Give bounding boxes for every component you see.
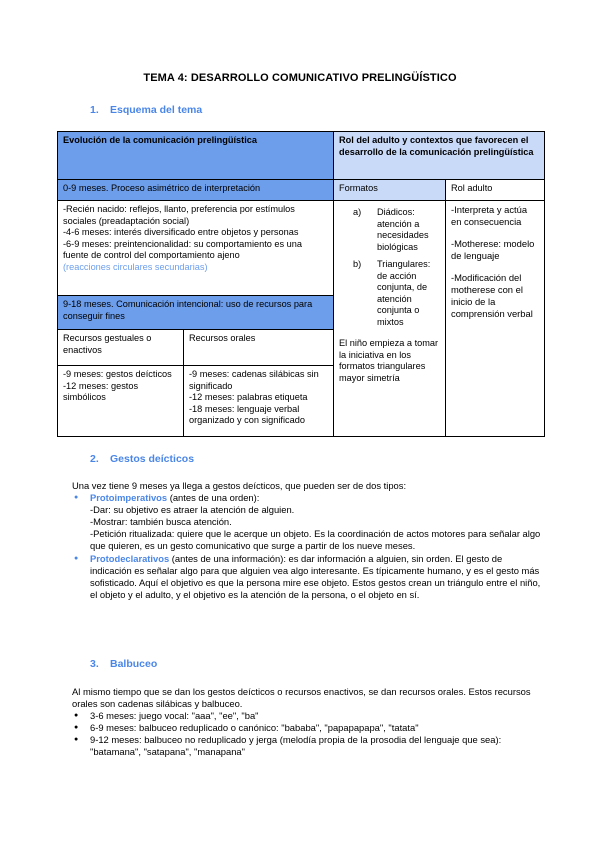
oral-header-text: Recursos orales — [189, 333, 256, 343]
oral-line: -9 meses: cadenas silábicas sin significado — [189, 369, 319, 391]
protodeclarativos-item — [72, 553, 542, 601]
protoimperativos-line: -Mostrar: también busca atención. — [90, 516, 232, 528]
section-heading-esquema — [90, 104, 202, 116]
oral-content-cell — [183, 365, 334, 437]
early-development-cell — [57, 200, 334, 296]
formatos-header-cell — [333, 179, 446, 201]
gestual-line: -9 meses: gestos deícticos — [63, 369, 172, 379]
page-title: TEMA 4: DESARROLLO COMUNICATIVO PRELINGÜÍSTICO — [143, 72, 457, 84]
formatos-item-label: b) — [353, 259, 362, 269]
early-line: -4-6 meses: interés diversificado entre objetos y personas — [63, 227, 299, 237]
header-left-cell — [57, 131, 334, 180]
formatos-item — [339, 207, 440, 253]
rol-header-text: Rol adulto — [451, 183, 493, 193]
section-title: Balbuceo — [110, 658, 158, 670]
gestos-section-body — [72, 480, 542, 601]
row-0-9-header-text: 0-9 meses. Proceso asimétrico de interpretación — [63, 183, 261, 193]
formatos-item-text: Diádicos: atención a necesidades biológicas — [377, 207, 429, 252]
protoimperativos-desc: (antes de una orden): — [167, 492, 260, 504]
formatos-header-text: Formatos — [339, 183, 378, 193]
row-9-18-header-cell — [57, 295, 334, 330]
balbuceo-section-body — [72, 686, 542, 759]
oral-header-cell — [183, 329, 334, 366]
gestual-header-text: Recursos gestuales o enactivos — [63, 333, 152, 355]
early-line: -Recién nacido: reflejos, llanto, preferencia por estímulos sociales (preadaptación social) — [63, 204, 295, 226]
row-0-9-header-cell — [57, 179, 334, 201]
protoimperativos-item — [72, 492, 542, 504]
section-number: 1. — [90, 104, 99, 116]
gestos-intro: Una vez tiene 9 meses ya llega a gestos deícticos, que pueden ser de dos tipos: — [72, 480, 407, 491]
formatos-item-label: a) — [353, 207, 362, 217]
balbuceo-intro: Al mismo tiempo que se dan los gestos deícticos o recursos enactivos, se dan recursos orales. Estos recursos orales son cadenas silábicas y balbuceo. — [72, 686, 531, 710]
row-9-18-header-text: 9-18 meses. Comunicación intencional: uso de recursos para conseguir fines — [63, 299, 313, 321]
section-title: Gestos deícticos — [110, 453, 195, 465]
formatos-note: El niño empieza a tomar la iniciativa en los formatos triangulares mayor simetría — [339, 338, 439, 383]
rol-item: -Interpreta y actúa en consecuencia — [451, 204, 528, 227]
section-heading-balbuceo — [90, 658, 157, 670]
section-heading-gestos — [90, 453, 194, 465]
header-left-text: Evolución de la comunicación prelingüística — [63, 135, 258, 145]
rol-item: -Modificación del motherese con el inicio de la comprensión verbal — [451, 272, 533, 319]
section-number: 3. — [90, 658, 99, 670]
formatos-item-text: Triangulares: de acción conjunta, de atención conjunta o mixtos — [377, 259, 431, 327]
rol-content-cell — [445, 200, 545, 437]
section-number: 2. — [90, 453, 99, 465]
protoimperativos-details — [72, 504, 542, 552]
formatos-item — [339, 259, 440, 328]
gestual-header-cell — [57, 329, 184, 366]
protoimperativos-term: Protoimperativos — [90, 492, 168, 504]
gestual-line: -12 meses: gestos simbólicos — [63, 380, 139, 402]
header-right-text: Rol del adulto y contextos que favorecen el desarrollo de la comunicación prelingüística — [339, 135, 534, 157]
schema-table — [57, 131, 545, 437]
formatos-list — [339, 207, 440, 328]
formatos-content-cell — [333, 200, 446, 437]
balbuceo-item: ● 6-9 meses: balbuceo reduplicado o canónico: "bababa", "papapapapa", "tatata" — [72, 722, 542, 734]
gestual-content-cell — [57, 365, 184, 437]
oral-line: -12 meses: palabras etiqueta — [189, 392, 308, 402]
rol-header-cell — [445, 179, 545, 201]
protodeclarativos-term: Protodeclarativos — [90, 552, 170, 564]
oral-line: -18 meses: lenguaje verbal organizado y con significado — [189, 403, 305, 425]
early-line: -6-9 meses: preintencionalidad: su comportamiento es una fuente de control del comportamiento ajeno — [63, 238, 303, 260]
balbuceo-item: ● 9-12 meses: balbuceo no reduplicado y jerga (melodía propia de la prosodia del lenguaje que sea): "batamana", "satapana", "manapana" — [72, 734, 542, 758]
early-note: (reacciones circulares secundarias) — [63, 261, 208, 272]
rol-item: -Motherese: modelo de lenguaje — [451, 238, 535, 261]
protoimperativos-line: -Dar: su objetivo es atraer la atención de alguien. — [90, 504, 295, 516]
protodeclarativos-desc: (antes de una información): es dar información a alguien, sin orden. El gesto de indicación es señalar algo para que alguien vea algo interesante. Es típicamente humano, y es el gesto más sofisticado. Aquí el objetivo es que la persona mire ese objeto. Estos gestos crean un triángulo entre el niño, el objeto y el adulto, y el objetivo es la atención de la persona, o el objeto en sí. — [90, 552, 541, 600]
header-right-cell — [333, 131, 545, 180]
section-title: Esquema del tema — [110, 104, 203, 116]
balbuceo-item: ● 3-6 meses: juego vocal: "aaa", "ee", "ba" — [72, 710, 542, 722]
protoimperativos-line: -Petición ritualizada: quiere que le acerque un objeto. Es la coordinación de actos motores para señalar algo que quieren, es un gesto comunicativo que surge a partir de los nueve meses. — [90, 528, 541, 552]
